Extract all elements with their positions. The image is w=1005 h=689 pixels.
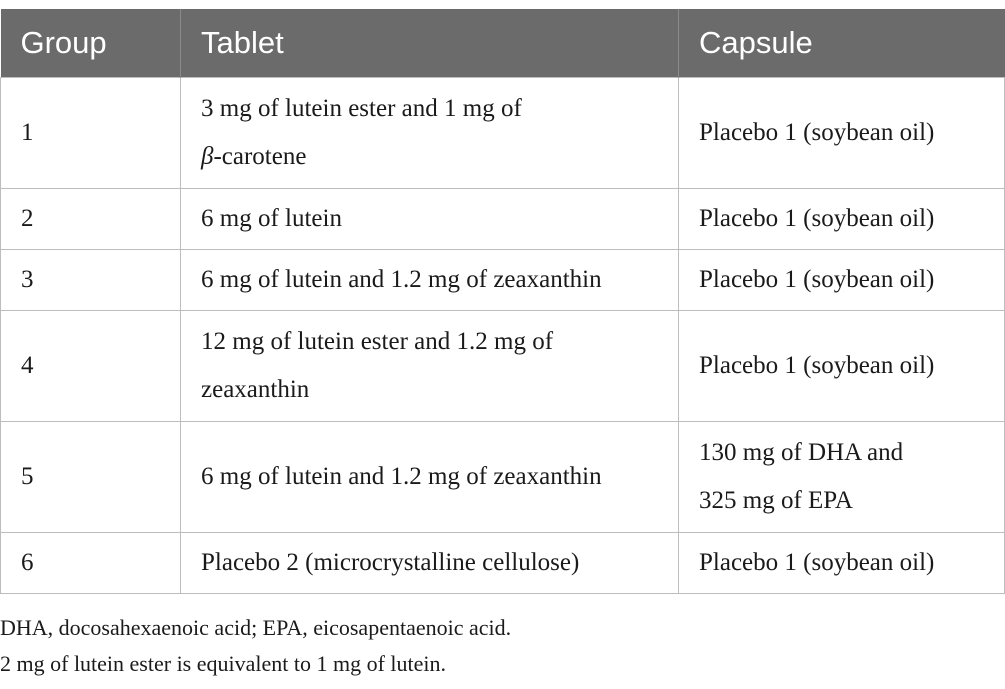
tablet-cell: 6 mg of lutein and 1.2 mg of zeaxanthin — [181, 249, 679, 310]
footnote-abbreviations: DHA, docosahexaenoic acid; EPA, eicosapentaenoic acid. — [0, 615, 512, 640]
supplement-groups-table — [0, 9, 1005, 594]
table-row — [1, 532, 1005, 593]
header-group: Group — [20, 24, 107, 60]
tablet-cell: Placebo 2 (microcrystalline cellulose) — [181, 532, 679, 593]
table-row — [1, 421, 1005, 532]
header-capsule: Capsule — [679, 9, 1005, 77]
capsule-text-line: 325 mg of EPA — [699, 486, 853, 514]
capsule-cell: Placebo 1 (soybean oil) — [679, 249, 1005, 310]
beta-symbol: β — [201, 142, 214, 170]
tablet-cell — [181, 310, 679, 421]
table-row — [1, 77, 1005, 188]
capsule-cell — [679, 421, 1005, 532]
tablet-text-line: 3 mg of lutein ester and 1 mg of — [201, 94, 522, 122]
table-header — [1, 9, 1005, 77]
header-row — [1, 9, 1005, 77]
group-cell: 1 — [1, 77, 181, 188]
tablet-cell: 6 mg of lutein — [181, 188, 679, 249]
capsule-cell: Placebo 1 (soybean oil) — [679, 532, 1005, 593]
tablet-cell — [181, 77, 679, 188]
group-cell: 4 — [1, 310, 181, 421]
table-row — [1, 188, 1005, 249]
capsule-text-line: 130 mg of DHA and — [699, 438, 904, 466]
tablet-text-line — [201, 133, 668, 181]
group-cell: 6 — [1, 532, 181, 593]
group-cell: 5 — [1, 421, 181, 532]
table-row — [1, 249, 1005, 310]
tablet-text-line: 12 mg of lutein ester and 1.2 mg of — [201, 327, 554, 355]
group-cell: 2 — [1, 188, 181, 249]
tablet-text-fragment: -carotene — [213, 142, 307, 170]
group-cell: 3 — [1, 249, 181, 310]
capsule-cell: Placebo 1 (soybean oil) — [679, 77, 1005, 188]
capsule-cell: Placebo 1 (soybean oil) — [679, 188, 1005, 249]
table-body — [1, 77, 1005, 593]
table-footnotes — [0, 610, 511, 682]
header-tablet: Tablet — [181, 9, 679, 77]
footnote-equivalence: 2 mg of lutein ester is equivalent to 1 mg of lutein. — [0, 651, 447, 676]
tablet-cell: 6 mg of lutein and 1.2 mg of zeaxanthin — [181, 421, 679, 532]
table-row — [1, 310, 1005, 421]
tablet-text-line: zeaxanthin — [201, 375, 310, 403]
capsule-cell: Placebo 1 (soybean oil) — [679, 310, 1005, 421]
